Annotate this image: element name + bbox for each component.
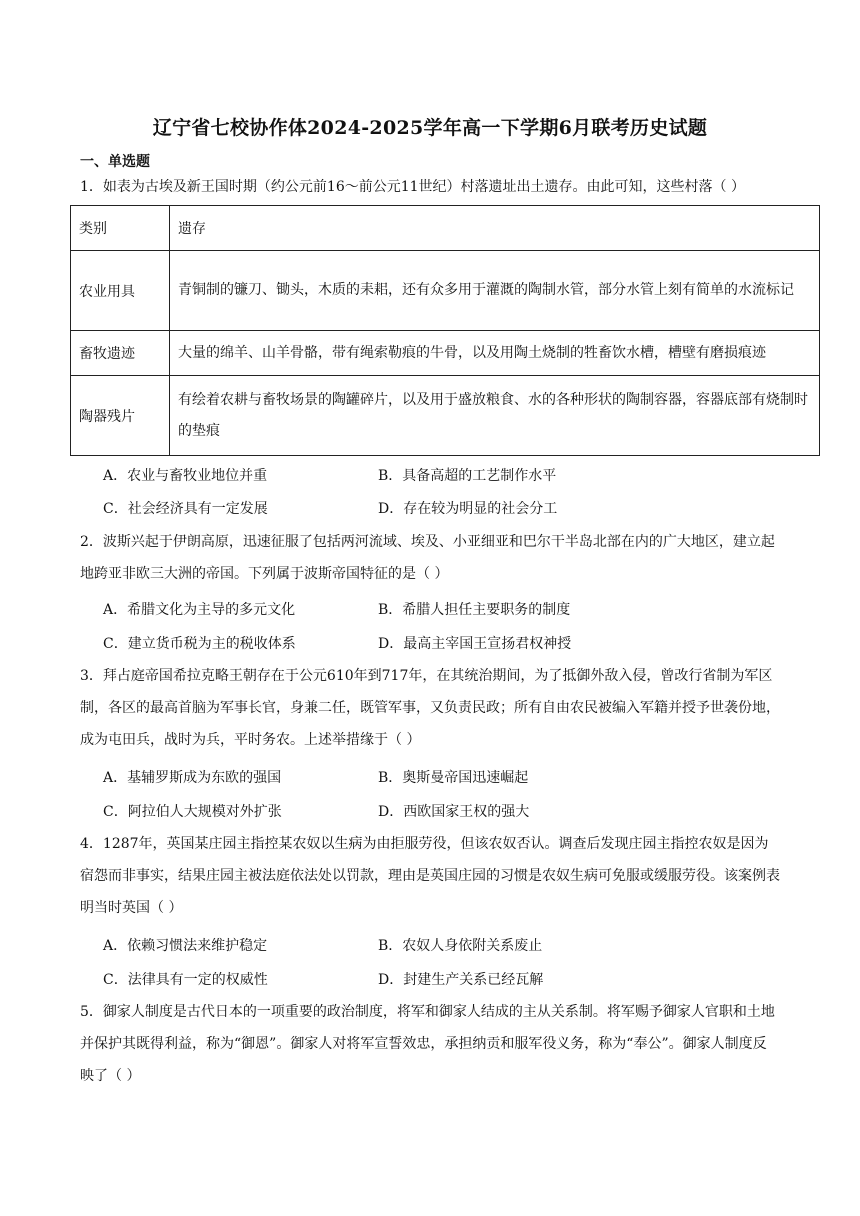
table-row bbox=[71, 251, 820, 331]
table-cell: 大量的绵羊、山羊骨骼，带有绳索勒痕的牛骨，以及用陶土烧制的牲畜饮水槽，槽壁有磨损痕迹 bbox=[170, 331, 820, 376]
table-cell: 有绘着农耕与畜牧场景的陶罐碎片，以及用于盛放粮食、水的各种形状的陶制容器，容器底部有烧制时的垫痕 bbox=[170, 376, 820, 456]
section-heading: 一、单选题 bbox=[80, 154, 150, 170]
question-5-stem: 5．御家人制度是古代日本的一项重要的政治制度，将军和御家人结成的主从关系制。将军赐予御家人官职和土地并保护其既得利益，称为“御恩”。御家人对将军宣誓效忠，承担纳贡和服军役义务，称为“奉公”。御家人制度反映了（ ） bbox=[80, 1004, 775, 1084]
question-3-option-c: C．阿拉伯人大规模对外扩张 bbox=[103, 804, 282, 820]
table-row bbox=[71, 376, 820, 456]
table-cell: 青铜制的镰刀、锄头，木质的耒耜，还有众多用于灌溉的陶制水管，部分水管上刻有简单的水流标记 bbox=[170, 251, 820, 331]
table-header-cell: 遗存 bbox=[170, 206, 820, 251]
question-4-option-a: A．依赖习惯法来维护稳定 bbox=[103, 938, 268, 954]
question-2-stem: 2．波斯兴起于伊朗高原，迅速征服了包括两河流域、埃及、小亚细亚和巴尔干半岛北部在内的广大地区，建立起地跨亚非欧三大洲的帝国。下列属于波斯帝国特征的是（ ） bbox=[80, 534, 775, 582]
table-cell: 畜牧遗迹 bbox=[71, 331, 170, 376]
question-1-option-c: C．社会经济具有一定发展 bbox=[103, 501, 268, 517]
question-2-option-d: D．最高主宰国王宣扬君权神授 bbox=[378, 636, 572, 652]
question-3-option-d: D．西欧国家王权的强大 bbox=[378, 804, 530, 820]
question-4-option-b: B．农奴人身依附关系废止 bbox=[378, 938, 543, 954]
question-4-option-c: C．法律具有一定的权威性 bbox=[103, 972, 268, 988]
table-cell: 农业用具 bbox=[71, 251, 170, 331]
question-4-stem: 4．1287年，英国某庄园主指控某农奴以生病为由拒服劳役，但该农奴否认。调查后发现庄园主指控农奴是因为宿怨而非事实，结果庄园主被法庭依法处以罚款，理由是英国庄园的习惯是农奴生病可免服或缓服劳役。该案例表明当时英国（ ） bbox=[80, 836, 780, 916]
question-3-option-a: A．基辅罗斯成为东欧的强国 bbox=[103, 770, 282, 786]
question-3-stem: 3．拜占庭帝国希拉克略王朝存在于公元610年到717年，在其统治期间，为了抵御外敌入侵，曾改行省制为军区制，各区的最高首脑为军事长官，身兼二任，既管军事，又负责民政；所有自由农民被编入军籍并授予世袭份地，成为屯田兵，战时为兵，平时务农。上述举措缘于（ ） bbox=[80, 668, 780, 748]
question-1-stem: 1．如表为古埃及新王国时期（约公元前16～前公元11世纪）村落遗址出土遗存。由此可知，这些村落（ ） bbox=[80, 179, 745, 195]
question-2-option-a: A．希腊文化为主导的多元文化 bbox=[103, 602, 296, 618]
question-4-option-d: D．封建生产关系已经瓦解 bbox=[378, 972, 544, 988]
question-1-table bbox=[70, 205, 820, 456]
question-1-option-d: D．存在较为明显的社会分工 bbox=[378, 501, 558, 517]
question-3-option-b: B．奥斯曼帝国迅速崛起 bbox=[378, 770, 529, 786]
question-1-option-a: A．农业与畜牧业地位并重 bbox=[103, 468, 268, 484]
question-2-option-b: B．希腊人担任主要职务的制度 bbox=[378, 602, 571, 618]
question-1-option-b: B．具备高超的工艺制作水平 bbox=[378, 468, 557, 484]
table-cell: 陶器残片 bbox=[71, 376, 170, 456]
table-row bbox=[71, 331, 820, 376]
question-2-option-c: C．建立货币税为主的税收体系 bbox=[103, 636, 296, 652]
page-title: 辽宁省七校协作体2024-2025学年高一下学期6月联考历史试题 bbox=[152, 117, 708, 139]
table-header-cell: 类别 bbox=[71, 206, 170, 251]
table-row bbox=[71, 206, 820, 251]
